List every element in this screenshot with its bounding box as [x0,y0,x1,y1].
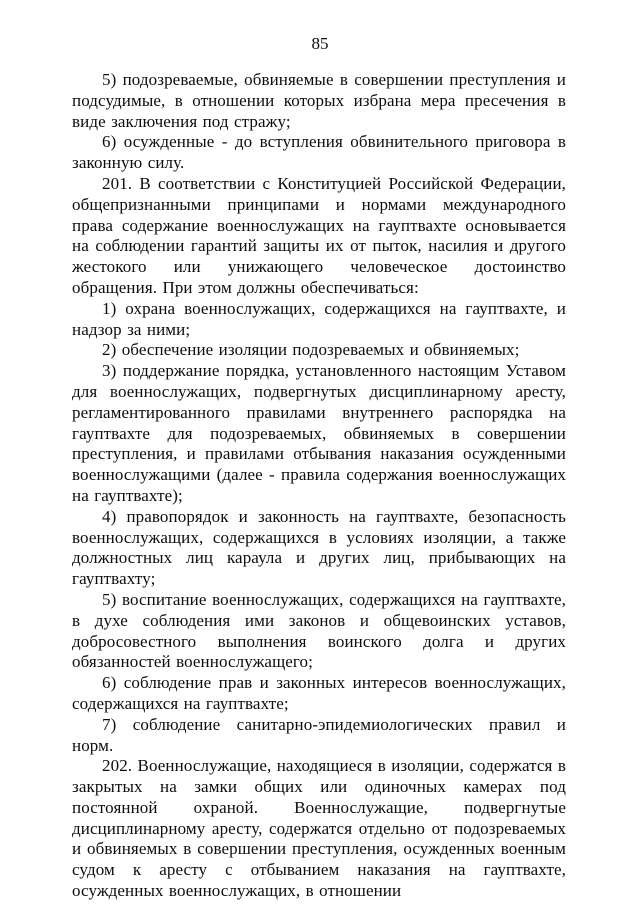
paragraph: 1) охрана военнослужащих, содержащихся на гауптвахте, и надзор за ними; [72,298,566,339]
paragraph: 201. В соответствии с Конституцией Российской Федерации, общепризнанными принципами и нормами международного права содержание военнослужащих на гауптвахте основывается на соблюдении гарантий защиты их от пыток, насилия и другого жестокого или унижающего человеческое достоинство обращения. При этом должны обеспечиваться: [72,173,566,297]
paragraph: 7) соблюдение санитарно-эпидемиологических правил и норм. [72,714,566,755]
paragraph: 2) обеспечение изоляции подозреваемых и обвиняемых; [102,340,520,360]
paragraph: 5) подозреваемые, обвиняемые в совершении преступления и подсудимые, в отношении которых избрана мера пресечения в виде заключения под стражу; [72,70,566,131]
paragraph: 6) осужденные - до вступления обвинительного приговора в законную силу. [72,132,566,173]
document-body [72,70,566,902]
paragraph: 4) правопорядок и законность на гауптвахте, безопасность военнослужащих, содержащихся в условиях изоляции, а также должностных лиц караула и других лиц, прибывающих на гауптвахту; [72,506,566,589]
page-number: 85 [311,34,329,53]
paragraph: 6) соблюдение прав и законных интересов военнослужащих, содержащихся на гауптвахте; [72,673,566,713]
paragraph: 3) поддержание порядка, установленного настоящим Уставом для военнослужащих, подвергнутых дисциплинарному аресту, регламентированного правилами внутреннего распорядка на гауптвахте для подозреваемых, обвиняемых в совершении преступления, и правилами отбывания наказания осужденными военнослужащими (далее - правила содержания военнослужащих на гауптвахте); [72,361,566,505]
paragraph: 5) воспитание военнослужащих, содержащихся на гауптвахте, в духе соблюдения ими законов и общевоинских уставов, добросовестного выполнения воинского долга и других обязанностей военнослужащего; [72,589,566,672]
paragraph: 202. Военнослужащие, находящиеся в изоляции, содержатся в закрытых на замки общих или одиночных камерах под постоянной охраной. Военнослужащие, подвергнутые дисциплинарному аресту, содержатся отдельно от подозреваемых и обвиняемых в совершении преступления, осужденных военным судом к аресту с отбыванием наказания на гауптвахте, осужденных военнослужащих, в отношении [72,756,566,901]
